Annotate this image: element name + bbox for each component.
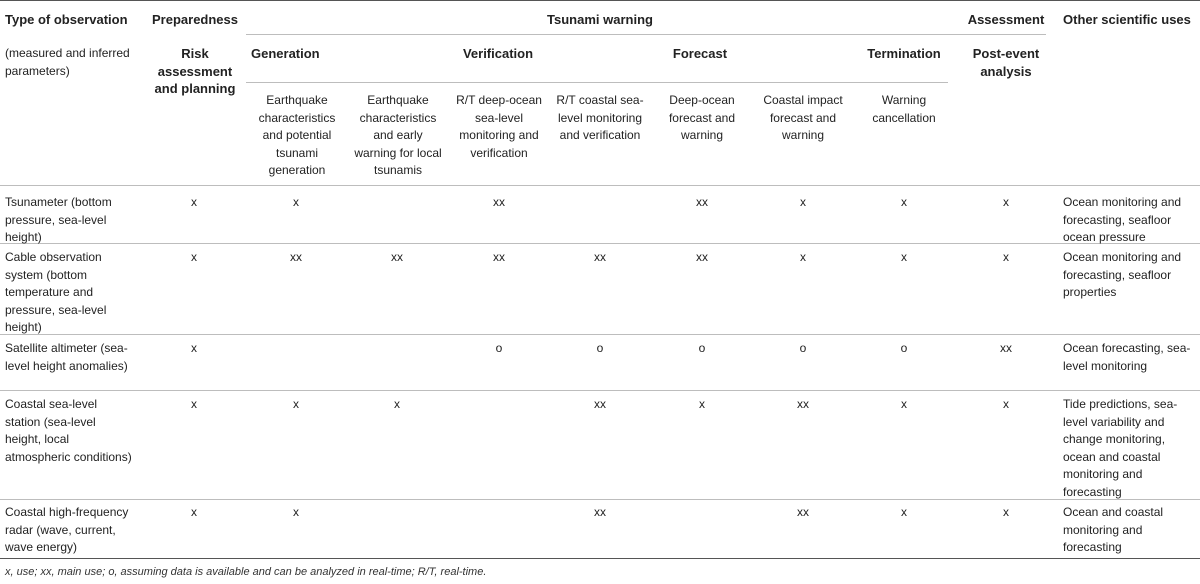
header-forecast: Forecast: [672, 46, 728, 61]
table-cell: o: [900, 341, 908, 355]
row-observation-type: Cable observation system (bottom temperature and pressure, sea-level height): [5, 250, 107, 334]
header-sub-rt-coastal: R/T coastal sea-level monitoring and verification: [556, 93, 644, 142]
table-cell: o: [799, 341, 807, 355]
table-cell: x: [394, 397, 400, 411]
table-cell: xx: [594, 505, 606, 519]
table-cell: x: [191, 341, 197, 355]
row-other-uses: Ocean and coastal monitoring and forecasting: [1063, 505, 1164, 554]
table-cell: x: [1003, 397, 1009, 411]
table-cell: xx: [696, 250, 708, 264]
header-sub-rt-deep: R/T deep-ocean sea-level monitoring and verification: [456, 93, 542, 160]
table-cell: o: [698, 341, 706, 355]
table-cell: o: [596, 341, 604, 355]
header-bottom-rule: [0, 185, 1200, 186]
header-preparedness: Preparedness: [152, 12, 238, 27]
row-observation-type: Tsunameter (bottom pressure, sea-level height): [5, 195, 112, 244]
table-cell: x: [901, 195, 907, 209]
table-cell: x: [191, 505, 197, 519]
header-sub-eq-early: Earthquake characteristics and early warning for local tsunamis: [354, 93, 442, 177]
header-sub-deep-forecast: Deep-ocean forecast and warning: [668, 93, 736, 142]
table-cell: xx: [594, 397, 606, 411]
header-sub-eq-potential: Earthquake characteristics and potential tsunami generation: [258, 93, 336, 177]
header-sub-cancellation: Warning cancellation: [872, 93, 936, 125]
row-divider-2: [0, 334, 1200, 335]
table-cell: x: [293, 505, 299, 519]
table-cell: x: [191, 397, 197, 411]
row-observation-type: Satellite altimeter (sea-level height anomalies): [5, 341, 128, 373]
row-other-uses: Ocean monitoring and forecasting, seafloor ocean pressure: [1063, 195, 1182, 244]
row-observation-type: Coastal sea-level station (sea-level height, local atmospheric conditions): [5, 397, 132, 464]
header-sub-coastal-impact: Coastal impact forecast and warning: [763, 93, 843, 142]
header-post-event: Post-event analysis: [972, 46, 1040, 79]
table-cell: x: [293, 397, 299, 411]
row-other-uses: Ocean forecasting, sea-level monitoring: [1063, 341, 1191, 373]
header-verification: Verification: [462, 46, 534, 61]
table-cell: o: [495, 341, 503, 355]
table-cell: x: [901, 505, 907, 519]
table-bottom-rule: [0, 558, 1200, 559]
row-divider-1: [0, 243, 1200, 244]
table-cell: xx: [696, 195, 708, 209]
table-cell: xx: [594, 250, 606, 264]
row-other-uses: Tide predictions, sea-level variability and change monitoring, ocean and coastal monitoring and forecasting: [1063, 397, 1178, 499]
table-cell: x: [293, 195, 299, 209]
header-termination: Termination: [867, 46, 941, 61]
table-cell: x: [699, 397, 705, 411]
header-generation: Generation: [251, 46, 320, 61]
table-cell: xx: [493, 250, 505, 264]
table-cell: x: [1003, 505, 1009, 519]
row-other-uses: Ocean monitoring and forecasting, seafloor properties: [1063, 250, 1182, 299]
row-divider-3: [0, 390, 1200, 391]
header-type-subtitle: (measured and inferred parameters): [5, 46, 130, 78]
table-cell: x: [800, 195, 806, 209]
table-cell: x: [191, 250, 197, 264]
header-type-of-observation: Type of observation: [5, 12, 128, 27]
table-cell: x: [191, 195, 197, 209]
table-cell: xx: [797, 505, 809, 519]
header-assessment: Assessment: [967, 12, 1045, 27]
table-cell: x: [800, 250, 806, 264]
subheader-rule: [246, 82, 948, 83]
table-cell: x: [901, 250, 907, 264]
row-observation-type: Coastal high-frequency radar (wave, current, wave energy): [5, 505, 129, 554]
table-cell: xx: [1000, 341, 1012, 355]
table-cell: x: [1003, 195, 1009, 209]
table-footnote: x, use; xx, main use; o, assuming data is available and can be analyzed in real-time; R/T, real-time.: [5, 566, 487, 578]
table-cell: xx: [290, 250, 302, 264]
table-cell: xx: [797, 397, 809, 411]
table-cell: xx: [493, 195, 505, 209]
tsunami-warning-rule: [246, 34, 1046, 35]
table-cell: xx: [391, 250, 403, 264]
table-cell: x: [1003, 250, 1009, 264]
table-top-rule: [0, 0, 1200, 1]
header-other-uses: Other scientific uses: [1063, 12, 1191, 27]
table-cell: x: [901, 397, 907, 411]
header-tsunami-warning: Tsunami warning: [547, 12, 653, 27]
header-risk-assessment: Risk assessment and planning: [154, 46, 236, 96]
row-divider-4: [0, 499, 1200, 500]
